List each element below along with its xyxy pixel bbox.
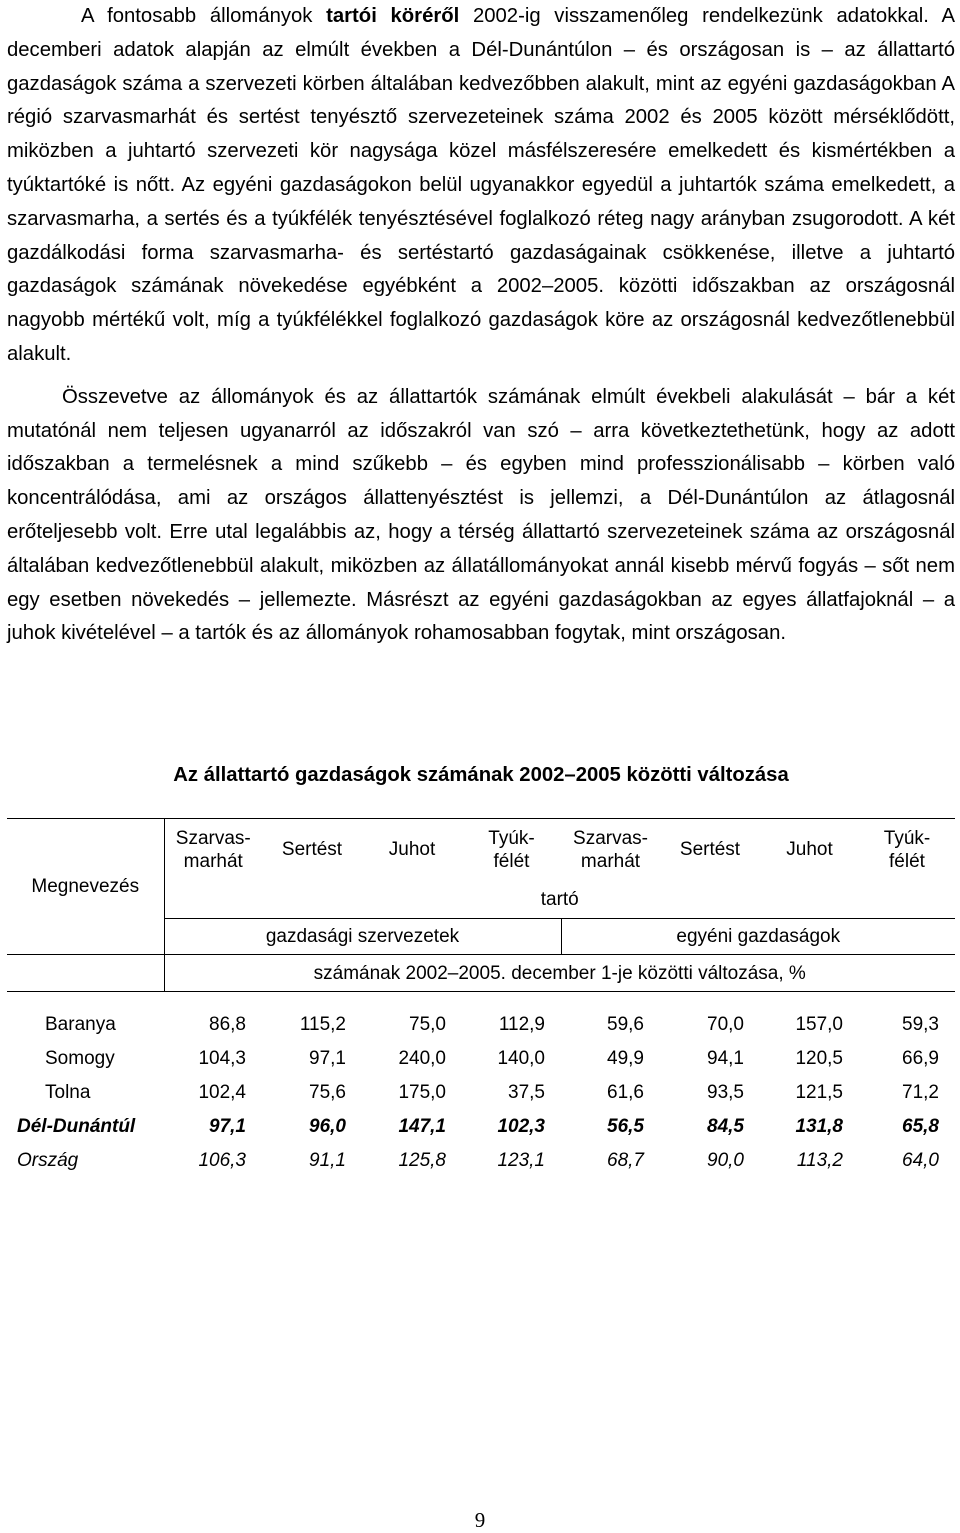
table-row-country [7, 1144, 955, 1178]
col-header: Szarvas- marhát [561, 819, 660, 881]
col-header: Sertést [262, 819, 362, 881]
cell: 120,5 [795, 1047, 843, 1069]
cell: 157,0 [795, 1013, 843, 1035]
table-row [7, 1076, 955, 1110]
row-name: Somogy [45, 1047, 115, 1069]
table-row [7, 1042, 955, 1076]
cell: 93,5 [707, 1081, 744, 1103]
row-header: Megnevezés [7, 819, 164, 955]
col-header: Szarvas- marhát [164, 819, 262, 881]
cell: 65,8 [902, 1115, 939, 1137]
cell: 71,2 [902, 1081, 939, 1103]
cell: 68,7 [607, 1149, 644, 1171]
col-header: Tyúk- félét [462, 819, 561, 881]
document-page [7, 0, 955, 1171]
cell: 61,6 [607, 1081, 644, 1103]
cell: 113,2 [796, 1149, 843, 1171]
cell: 121,5 [795, 1081, 843, 1103]
cell: 106,3 [198, 1149, 246, 1171]
cell: 97,1 [209, 1115, 246, 1137]
page-number: 9 [474, 1508, 486, 1532]
cell: 94,1 [707, 1047, 744, 1069]
cell: 64,0 [902, 1149, 939, 1171]
cell: 59,6 [607, 1013, 644, 1035]
cell: 49,9 [607, 1047, 644, 1069]
cell: 66,9 [902, 1047, 939, 1069]
cell: 97,1 [309, 1047, 346, 1069]
group-egyeni-gazdasagok: egyéni gazdaságok [561, 919, 955, 955]
cell: 131,8 [795, 1115, 843, 1137]
cell: 90,0 [707, 1149, 744, 1171]
cell: 37,5 [508, 1081, 545, 1103]
tarto-label: tartó [164, 881, 955, 919]
row-name: Tolna [45, 1081, 91, 1103]
row-name: Ország [17, 1149, 79, 1171]
paragraph-2: Összevetve az állományok és az állattartók számának elmúlt évekbeli alakulását – bár a két mutatónál nem teljesen ugyanarról az időszakról van szó – arra következtethetünk, hogy az adott időszakban a termelésnek a mind szűkebb – és egyben mind professzionálisabb – körben való koncentrálódása, ami az országos állattenyésztést is jellemzi, a Dél-Dunántúlon az átlagosnál erőteljesebb volt. Erre utal legalábbis az, hogy a térség állattartó szervezeteinek száma az országosnál általában kedvezőtlenebbül alakult, miközben az állatállományokat annál kisebb mérvű fogyás – sőt nem egy esetben növekedés – jellemezte. Másrészt az egyéni gazdaságokban az egyes állatfajoknál – a juhok kivételével – a tartók és az állományok rohamosabban fogytak, mint országosan. [7, 385, 955, 645]
cell: 147,1 [398, 1115, 446, 1137]
table-caption: Az állattartó gazdaságok számának 2002–2005 közötti változása [173, 764, 789, 786]
cell: 123,1 [497, 1149, 545, 1171]
cell: 140,0 [497, 1047, 545, 1069]
cell: 56,5 [607, 1115, 644, 1137]
col-header: Tyúk- félét [859, 819, 955, 881]
cell: 112,9 [498, 1013, 545, 1035]
cell: 125,8 [398, 1149, 446, 1171]
col-header: Juhot [760, 819, 859, 881]
paragraph-1-start: A fontosabb állományok [81, 5, 327, 27]
table-row [7, 1008, 955, 1042]
stats-table [7, 818, 955, 1178]
col-header: Sertést [660, 819, 760, 881]
cell: 104,3 [198, 1047, 246, 1069]
cell: 96,0 [309, 1115, 346, 1137]
paragraph-1-rest: 2002-ig visszamenőleg rendelkezünk adatokkal. A decemberi adatok alapján az elmúlt években a Dél-Dunántúlon – és országosan is – az állattartó gazdaságok száma a szervezeti körben általában kedvezőbben alakult, mint az egyéni gazdaságokban A régió szarvasmarhát és sertést tenyésztő szervezeteinek száma 2002 és 2005 között mérséklődött, miközben a juhtartó szervezeti kör nagysága közel másfélszeresére emelkedett és kismértékben a tyúktartóké is nőtt. Az egyéni gazdaságokon belül ugyanakkor egyedül a juhtartók száma emelkedett, a szarvasmarha, a sertés és a tyúkfélék tenyésztésével foglalkozó réteg nagy arányban zsugorodott. A két gazdálkodási forma szarvasmarha- és sertéstartó gazdaságainak csökkenése, illetve a juhtartó gazdaságok számának növekedése egyébként a 2002–2005. közötti időszakban az országosnál nagyobb mértékű volt, míg a tyúkfélékkel foglalkozó gazdaságok köre az országosnál kedvezőtlenebbül alakult. [7, 5, 955, 365]
cell: 59,3 [902, 1013, 939, 1035]
cell: 91,1 [309, 1149, 346, 1171]
cell: 102,3 [497, 1115, 545, 1137]
cell: 86,8 [209, 1013, 246, 1035]
cell: 75,0 [409, 1013, 446, 1035]
table-row-region [7, 1110, 955, 1144]
cell: 115,2 [299, 1013, 346, 1035]
cell: 102,4 [198, 1081, 246, 1103]
col-header: Juhot [362, 819, 462, 881]
cell: 175,0 [398, 1081, 446, 1103]
paragraph-1-bold: tartói köréről [326, 5, 460, 27]
cell: 70,0 [707, 1013, 744, 1035]
unit-row: számának 2002–2005. december 1-je közötti változása, % [164, 955, 955, 992]
group-gazdasagi-szervezetek: gazdasági szervezetek [164, 919, 561, 955]
cell: 84,5 [707, 1115, 744, 1137]
cell: 75,6 [309, 1081, 346, 1103]
row-name: Baranya [45, 1013, 116, 1035]
paragraph-1 [7, 0, 955, 372]
cell: 240,0 [398, 1047, 446, 1069]
row-name: Dél-Dunántúl [17, 1115, 136, 1137]
